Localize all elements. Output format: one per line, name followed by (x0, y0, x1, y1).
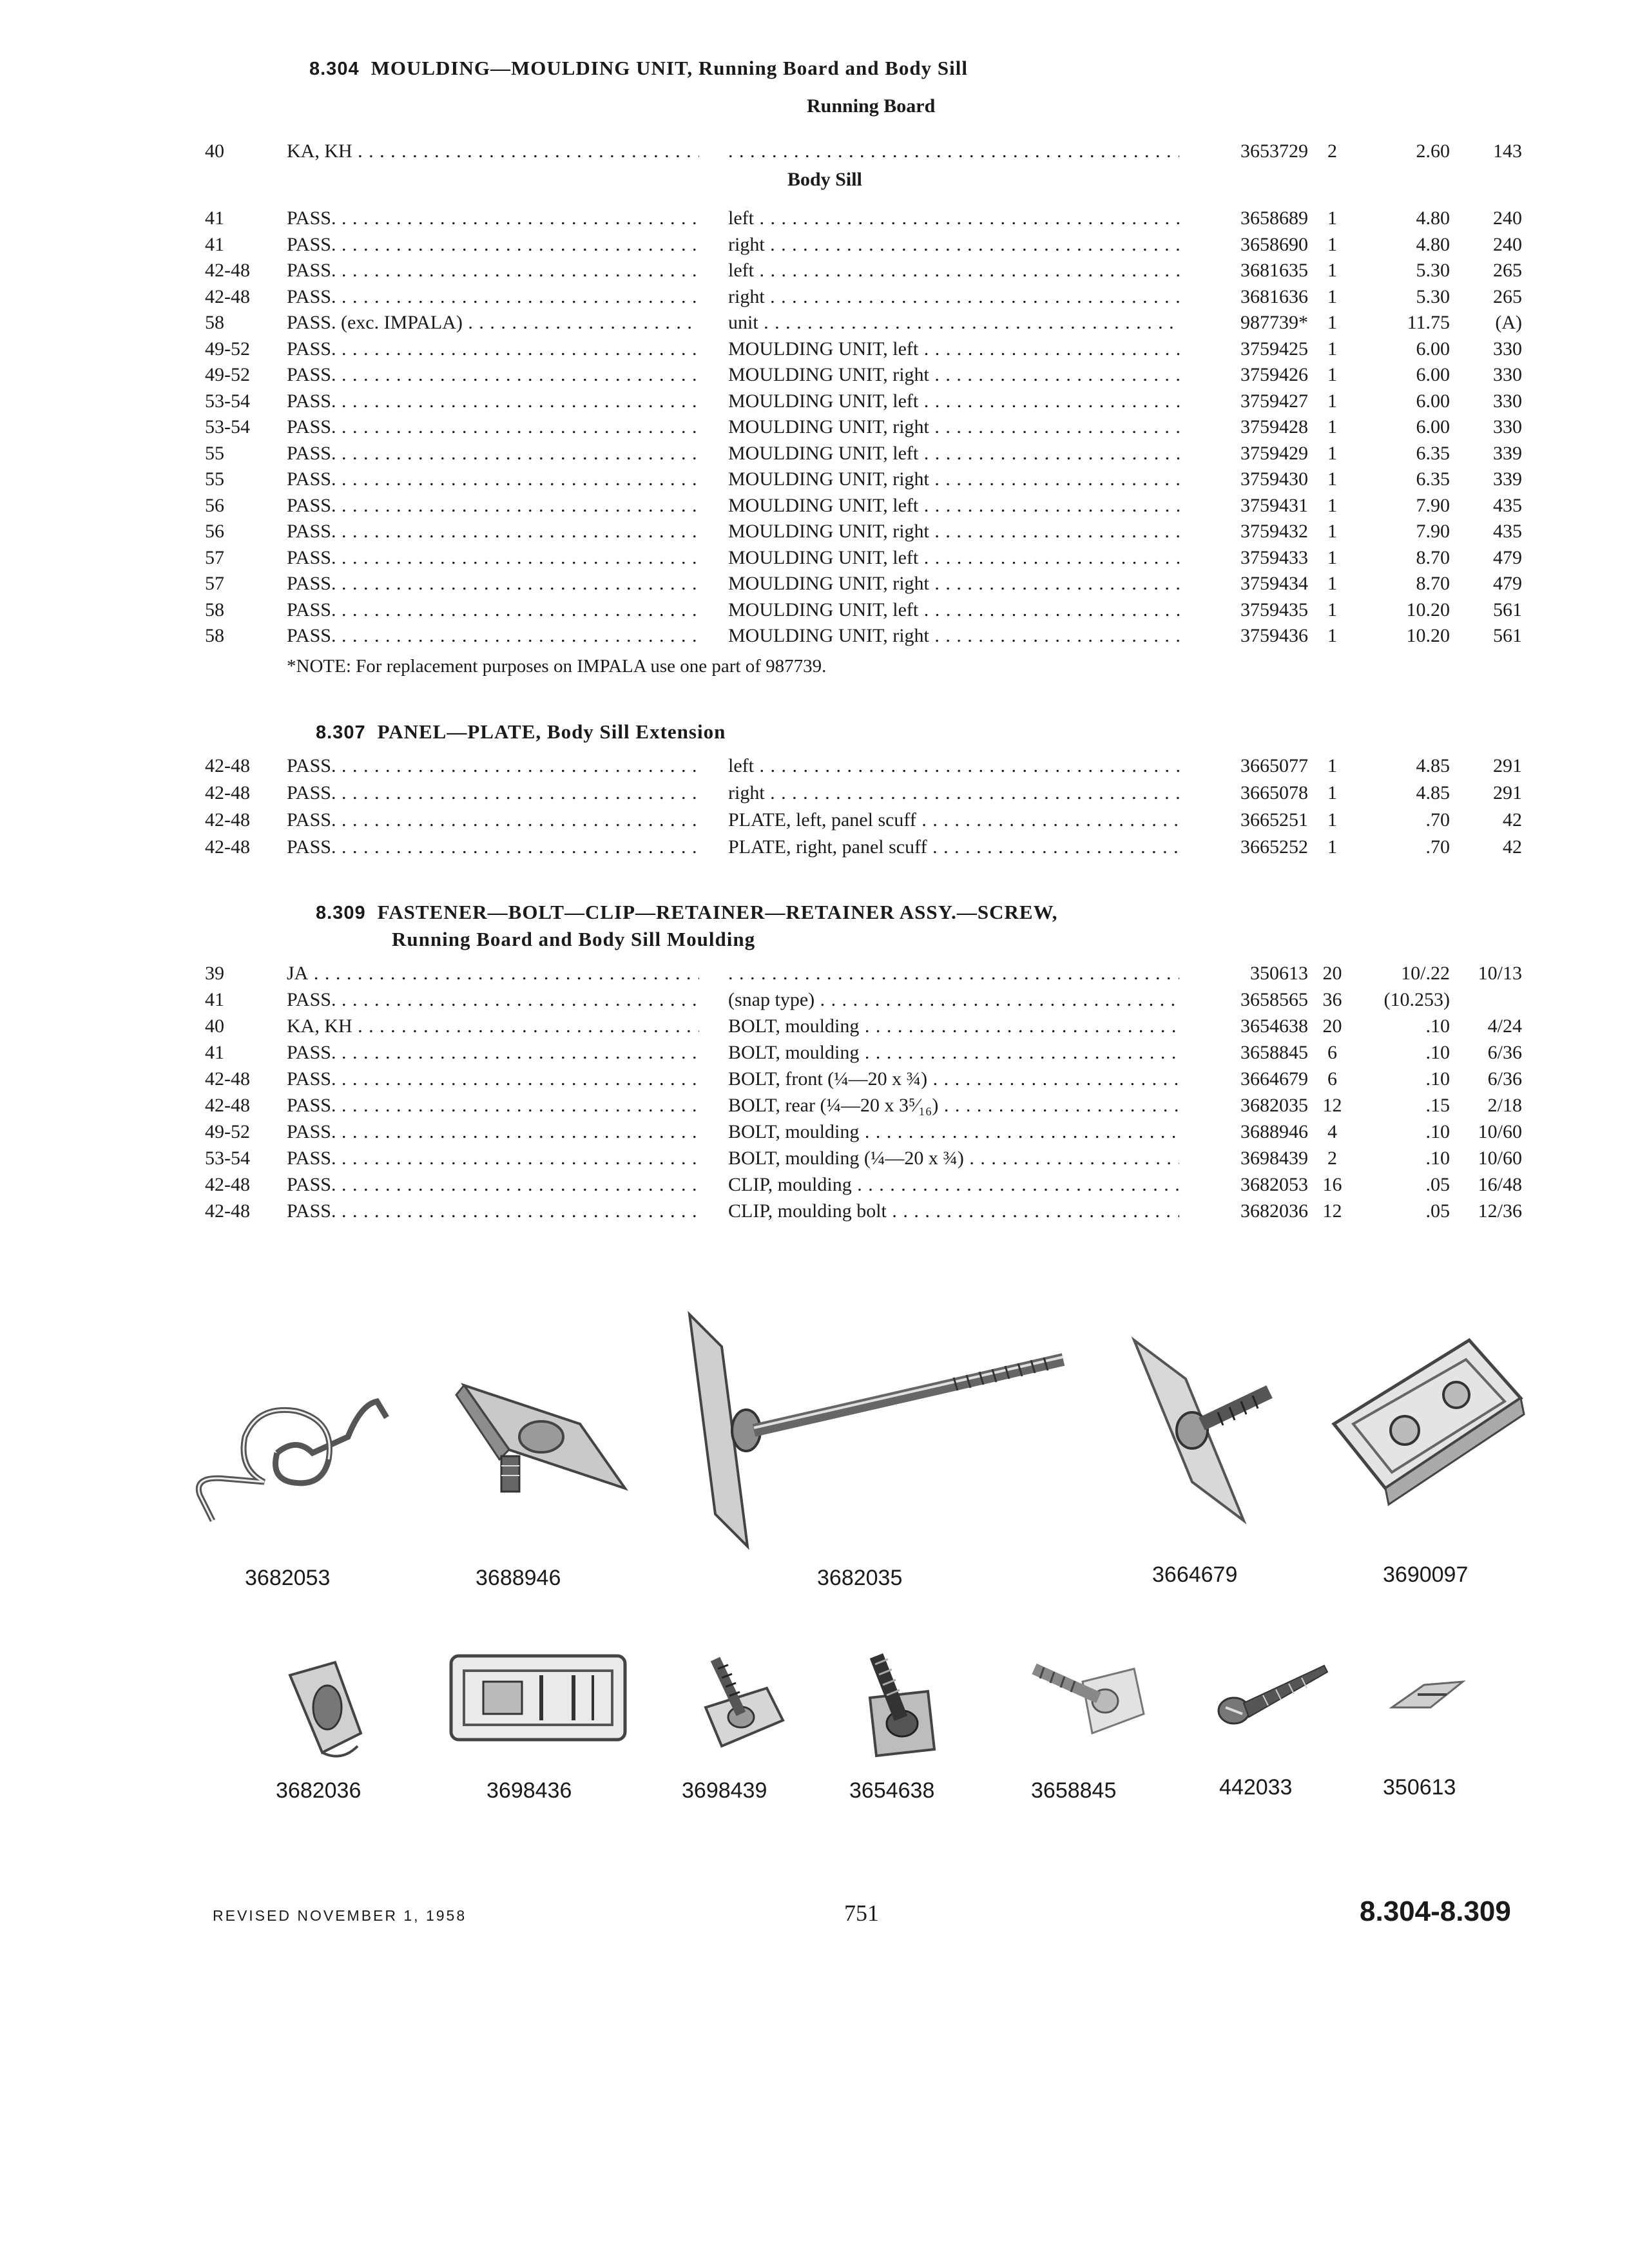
table-row (0, 599, 1629, 625)
price: 7.90 (1416, 494, 1450, 516)
price: .10 (1425, 1068, 1450, 1090)
wire-clip-icon (187, 1340, 419, 1533)
model-year: 53-54 (205, 1148, 250, 1169)
table-row (0, 416, 1629, 442)
price: 6.35 (1416, 442, 1450, 464)
part-number: 3688946 (1240, 1121, 1308, 1142)
price: 11.75 (1407, 312, 1450, 333)
section-number: 8.309 (316, 903, 366, 923)
figure-label: 350613 (1383, 1775, 1456, 1800)
part-number: 3759425 (1240, 338, 1308, 360)
figure-label: 3658845 (1031, 1778, 1117, 1803)
figure-label: 3664679 (1152, 1562, 1238, 1587)
quantity: 1 (1327, 836, 1337, 858)
price: 8.70 (1416, 573, 1450, 594)
quantity: 20 (1322, 1015, 1342, 1037)
figure-label: 3682053 (245, 1566, 331, 1590)
quantity: 1 (1327, 494, 1337, 516)
section-8304-title (309, 57, 968, 80)
price: .10 (1425, 1148, 1450, 1169)
quantity: 1 (1327, 260, 1337, 281)
model-year: 49-52 (205, 1121, 250, 1142)
part-number: 3658690 (1240, 233, 1308, 255)
weight: (A) (1495, 312, 1522, 333)
table-row (0, 468, 1629, 494)
subheading-running-board: Running Board (807, 95, 936, 117)
part-number: 3664679 (1240, 1068, 1308, 1090)
weight: 265 (1493, 260, 1522, 281)
model-name: PASS. (exc. IMPALA) . . . (287, 312, 699, 334)
model-name: PASS. . . . (287, 782, 699, 804)
model-name: PASS. . . . (287, 443, 699, 465)
model-name: PASS. . . . (287, 260, 699, 282)
price: 10.20 (1406, 599, 1450, 620)
table-row (0, 547, 1629, 573)
quantity: 2 (1327, 140, 1337, 162)
weight: 42 (1503, 809, 1522, 831)
part-description (728, 140, 1179, 162)
model-year: 41 (205, 1042, 224, 1063)
part-description: left . . . (728, 755, 1179, 777)
price: 6.00 (1416, 364, 1450, 385)
price: 10/.22 (1401, 963, 1450, 984)
model-name: PASS. . . . (287, 625, 699, 647)
part-description: left . . . (728, 260, 1179, 282)
part-number: 3665077 (1240, 755, 1308, 776)
price: 5.30 (1416, 285, 1450, 307)
model-name: PASS. . . . (287, 836, 699, 858)
weight: 330 (1493, 390, 1522, 412)
weight: 10/13 (1478, 963, 1522, 984)
screw-icon (1211, 1653, 1334, 1730)
table-row (0, 625, 1629, 651)
quantity: 20 (1322, 963, 1342, 984)
part-number: 3682036 (1240, 1200, 1308, 1222)
table-row (0, 1174, 1629, 1200)
quantity: 1 (1327, 364, 1337, 385)
part-description: unit . . . (728, 312, 1179, 334)
section-heading: MOULDING—MOULDING UNIT, Running Board and Body Sill (371, 57, 968, 79)
model-name: PASS. . . . (287, 1148, 699, 1169)
price: 8.70 (1416, 546, 1450, 568)
bolt-clip-icon (277, 1656, 380, 1765)
weight: 240 (1493, 233, 1522, 255)
table-row (0, 495, 1629, 521)
table-row (0, 809, 1629, 835)
part-description: BOLT, rear (¼—20 x 3⁵⁄₁₆) . . . (728, 1095, 1179, 1117)
quantity: 1 (1327, 338, 1337, 360)
model-year: 42-48 (205, 782, 250, 803)
table-row (0, 1042, 1629, 1068)
quantity: 1 (1327, 599, 1337, 620)
weight: 339 (1493, 442, 1522, 464)
model-name: PASS. . . . (287, 599, 699, 621)
model-year: 40 (205, 140, 224, 162)
quantity: 1 (1327, 809, 1337, 831)
quantity: 1 (1327, 442, 1337, 464)
quantity: 12 (1322, 1200, 1342, 1222)
model-name: KA, KH . . . (287, 1015, 699, 1037)
part-description: BOLT, front (¼—20 x ¾) . . . (728, 1068, 1179, 1090)
model-year: 41 (205, 233, 224, 255)
price: 4.85 (1416, 782, 1450, 803)
price: .70 (1425, 809, 1450, 831)
price: 4.85 (1416, 755, 1450, 776)
model-name: PASS. . . . (287, 809, 699, 831)
part-number: 3759428 (1240, 416, 1308, 437)
part-number: 3665252 (1240, 836, 1308, 858)
table-row (0, 1015, 1629, 1041)
page-number: 751 (844, 1900, 879, 1926)
price: 7.90 (1416, 521, 1450, 542)
table-row (0, 207, 1629, 233)
section-8307-title (316, 720, 726, 744)
price: (10.253) (1383, 989, 1450, 1010)
section-8309-subtitle: Running Board and Body Sill Moulding (392, 928, 756, 950)
part-description: MOULDING UNIT, left . . . (728, 390, 1179, 412)
part-number: 3759436 (1240, 625, 1308, 646)
model-name: PASS. . . . (287, 1200, 699, 1222)
part-description: right . . . (728, 782, 1179, 804)
section-heading: PANEL—PLATE, Body Sill Extension (377, 720, 726, 743)
table-row (0, 390, 1629, 416)
model-name: PASS. . . . (287, 338, 699, 360)
weight: 291 (1493, 755, 1522, 776)
table-row (0, 364, 1629, 390)
model-name: PASS. . . . (287, 755, 699, 777)
part-number: 3759432 (1240, 521, 1308, 542)
part-description: MOULDING UNIT, right . . . (728, 468, 1179, 490)
model-name: PASS. . . . (287, 207, 699, 229)
weight: 479 (1493, 573, 1522, 594)
price: 6.00 (1416, 390, 1450, 412)
figure-label: 3682036 (276, 1778, 361, 1803)
section-number: 8.307 (316, 722, 366, 743)
part-number: 987739* (1240, 312, 1308, 333)
weight: 479 (1493, 546, 1522, 568)
weight: 330 (1493, 416, 1522, 437)
table-row (0, 1148, 1629, 1173)
price: 4.80 (1416, 207, 1450, 229)
revision-date: REVISED NOVEMBER 1, 1958 (213, 1907, 467, 1924)
part-description: MOULDING UNIT, left . . . (728, 443, 1179, 465)
price: 6.35 (1416, 468, 1450, 490)
model-name: JA . . . (287, 963, 699, 985)
quantity: 1 (1327, 573, 1337, 594)
price: 6.00 (1416, 338, 1450, 360)
part-number: 3681635 (1240, 260, 1308, 281)
part-number: 3759431 (1240, 494, 1308, 516)
part-number: 3759426 (1240, 364, 1308, 385)
quantity: 1 (1327, 521, 1337, 542)
figure-label: 3698436 (487, 1778, 572, 1803)
table-row (0, 782, 1629, 808)
quantity: 6 (1327, 1042, 1337, 1063)
part-number: 3681636 (1240, 285, 1308, 307)
part-description: right . . . (728, 286, 1179, 308)
weight: 10/60 (1478, 1121, 1522, 1142)
quantity: 1 (1327, 755, 1337, 776)
part-description: BOLT, moulding . . . (728, 1042, 1179, 1064)
part-number: 3682035 (1240, 1095, 1308, 1116)
subheading-body-sill: Body Sill (787, 169, 862, 190)
model-name: PASS. . . . (287, 547, 699, 569)
price: .05 (1425, 1174, 1450, 1195)
quantity: 1 (1327, 468, 1337, 490)
price: 10.20 (1406, 625, 1450, 646)
front-bolt-icon (1115, 1327, 1282, 1533)
figure-label: 3690097 (1383, 1562, 1469, 1587)
model-year: 58 (205, 625, 224, 646)
price: 2.60 (1416, 140, 1450, 162)
model-year: 42-48 (205, 1174, 250, 1195)
section-heading: FASTENER—BOLT—CLIP—RETAINER—RETAINER ASSY.—SCREW, (377, 901, 1058, 923)
model-year: 53-54 (205, 390, 250, 412)
weight: 6/36 (1487, 1042, 1522, 1063)
model-year: 40 (205, 1015, 224, 1037)
quantity: 1 (1327, 625, 1337, 646)
part-number: 3665251 (1240, 809, 1308, 831)
quantity: 1 (1327, 233, 1337, 255)
weight: 330 (1493, 338, 1522, 360)
model-year: 53-54 (205, 416, 250, 437)
model-name: PASS. . . . (287, 989, 699, 1011)
weight: 291 (1493, 782, 1522, 803)
quantity: 2 (1327, 1148, 1337, 1169)
moulding-bolt-icon (844, 1646, 947, 1762)
model-name: PASS. . . . (287, 234, 699, 256)
price: 6.00 (1416, 416, 1450, 437)
part-number: 3682053 (1240, 1174, 1308, 1195)
price: .70 (1425, 836, 1450, 858)
model-year: 42-48 (205, 1200, 250, 1222)
quantity: 12 (1322, 1095, 1342, 1116)
part-description: MOULDING UNIT, left . . . (728, 338, 1179, 360)
part-number: 3698439 (1240, 1148, 1308, 1169)
part-number: 3665078 (1240, 782, 1308, 803)
figure-label: 3682035 (817, 1566, 903, 1590)
part-number: 3759430 (1240, 468, 1308, 490)
long-bolt-icon (677, 1308, 1076, 1566)
quantity: 1 (1327, 207, 1337, 229)
weight: 10/60 (1478, 1148, 1522, 1169)
part-number: 3759434 (1240, 573, 1308, 594)
model-year: 42-48 (205, 285, 250, 307)
table-row (0, 443, 1629, 468)
model-year: 39 (205, 963, 224, 984)
quantity: 16 (1322, 1174, 1342, 1195)
model-name: PASS. . . . (287, 521, 699, 543)
quantity: 1 (1327, 390, 1337, 412)
model-year: 57 (205, 573, 224, 594)
part-number: 3759433 (1240, 546, 1308, 568)
part-number: 350613 (1250, 963, 1308, 984)
weight: 339 (1493, 468, 1522, 490)
weight: 42 (1503, 836, 1522, 858)
figure-label: 3698439 (682, 1778, 767, 1803)
part-description: MOULDING UNIT, right . . . (728, 364, 1179, 386)
model-year: 42-48 (205, 809, 250, 831)
table-row (0, 963, 1629, 988)
weight: 12/36 (1478, 1200, 1522, 1222)
price: .10 (1425, 1042, 1450, 1063)
part-description: left . . . (728, 207, 1179, 229)
table-row (0, 338, 1629, 364)
model-year: 55 (205, 468, 224, 490)
weight: 6/36 (1487, 1068, 1522, 1090)
model-name: PASS. . . . (287, 495, 699, 517)
weight: 561 (1493, 625, 1522, 646)
model-name: PASS. . . . (287, 1121, 699, 1143)
weight: 4/24 (1487, 1015, 1522, 1037)
retainer-icon (445, 1646, 631, 1749)
quantity: 1 (1327, 782, 1337, 803)
model-name: PASS. . . . (287, 1068, 699, 1090)
model-name: PASS. . . . (287, 286, 699, 308)
model-year: 42-48 (205, 1068, 250, 1090)
part-description: MOULDING UNIT, right . . . (728, 573, 1179, 595)
part-number: 3653729 (1240, 140, 1308, 162)
part-description: MOULDING UNIT, right . . . (728, 416, 1179, 438)
weight: 435 (1493, 521, 1522, 542)
weight: 2/18 (1487, 1095, 1522, 1116)
model-year: 56 (205, 494, 224, 516)
model-year: 42-48 (205, 755, 250, 776)
model-name: PASS. . . . (287, 1042, 699, 1064)
table-row (0, 573, 1629, 599)
quantity: 1 (1327, 285, 1337, 307)
model-name: KA, KH . . . (287, 140, 699, 162)
table-row (0, 989, 1629, 1015)
retainer-assembly-icon (1327, 1327, 1534, 1521)
table-row (0, 286, 1629, 312)
weight: 561 (1493, 599, 1522, 620)
model-year: 41 (205, 207, 224, 229)
price: 5.30 (1416, 260, 1450, 281)
part-number: 3759435 (1240, 599, 1308, 620)
snap-fastener-icon (1385, 1669, 1469, 1720)
table-row (0, 140, 1629, 166)
table-row (0, 1068, 1629, 1094)
model-year: 57 (205, 546, 224, 568)
quantity: 1 (1327, 546, 1337, 568)
model-name: PASS. . . . (287, 1095, 699, 1117)
weight: 330 (1493, 364, 1522, 385)
table-row (0, 1095, 1629, 1120)
moulding-bolt-icon (1025, 1649, 1147, 1746)
part-description: BOLT, moulding . . . (728, 1015, 1179, 1037)
model-year: 49-52 (205, 364, 250, 385)
price: 4.80 (1416, 233, 1450, 255)
weight: 16/48 (1478, 1174, 1522, 1195)
section-8309-title (316, 901, 1058, 924)
table-row (0, 755, 1629, 781)
model-name: PASS. . . . (287, 573, 699, 595)
price: .05 (1425, 1200, 1450, 1222)
figure-label: 3688946 (476, 1566, 561, 1590)
model-name: PASS. . . . (287, 1174, 699, 1196)
quantity: 1 (1327, 312, 1337, 333)
part-number: 3759427 (1240, 390, 1308, 412)
part-description: PLATE, right, panel scuff . . . (728, 836, 1179, 858)
model-year: 42-48 (205, 836, 250, 858)
moulding-bolt-plate-icon (451, 1340, 644, 1533)
quantity: 1 (1327, 416, 1337, 437)
figure-label: 3654638 (849, 1778, 935, 1803)
quantity: 4 (1327, 1121, 1337, 1142)
section-range: 8.304-8.309 (1360, 1896, 1511, 1927)
part-number: 3658689 (1240, 207, 1308, 229)
table-row (0, 836, 1629, 862)
part-description: (snap type) . . . (728, 989, 1179, 1011)
part-description (728, 963, 1179, 985)
model-year: 58 (205, 312, 224, 333)
table-row (0, 1200, 1629, 1226)
weight: 240 (1493, 207, 1522, 229)
quantity: 6 (1327, 1068, 1337, 1090)
model-name: PASS. . . . (287, 390, 699, 412)
part-description: right . . . (728, 234, 1179, 256)
price: .15 (1425, 1095, 1450, 1116)
table-row (0, 1121, 1629, 1147)
part-description: CLIP, moulding . . . (728, 1174, 1179, 1196)
part-description: BOLT, moulding . . . (728, 1121, 1179, 1143)
model-name: PASS. . . . (287, 364, 699, 386)
part-description: PLATE, left, panel scuff . . . (728, 809, 1179, 831)
weight: 435 (1493, 494, 1522, 516)
model-year: 55 (205, 442, 224, 464)
price: .10 (1425, 1015, 1450, 1037)
part-description: MOULDING UNIT, right . . . (728, 625, 1179, 647)
figure-label: 442033 (1219, 1775, 1293, 1800)
weight: 265 (1493, 285, 1522, 307)
moulding-bolt-icon (689, 1649, 793, 1759)
part-description: MOULDING UNIT, right . . . (728, 521, 1179, 543)
model-year: 49-52 (205, 338, 250, 360)
quantity: 36 (1322, 989, 1342, 1010)
weight: 143 (1493, 140, 1522, 162)
part-number: 3759429 (1240, 442, 1308, 464)
model-year: 56 (205, 521, 224, 542)
model-year: 42-48 (205, 1095, 250, 1116)
part-description: MOULDING UNIT, left . . . (728, 599, 1179, 621)
part-number: 3654638 (1240, 1015, 1308, 1037)
table-row (0, 312, 1629, 338)
section-number: 8.304 (309, 59, 360, 79)
table-row (0, 234, 1629, 260)
part-number: 3658565 (1240, 989, 1308, 1010)
model-name: PASS. . . . (287, 416, 699, 438)
part-number: 3658845 (1240, 1042, 1308, 1063)
table-row (0, 521, 1629, 546)
price: .10 (1425, 1121, 1450, 1142)
model-year: 41 (205, 989, 224, 1010)
table-row (0, 260, 1629, 285)
impala-note: *NOTE: For replacement purposes on IMPALA use one part of 987739. (287, 656, 827, 677)
part-description: MOULDING UNIT, left . . . (728, 547, 1179, 569)
model-year: 42-48 (205, 260, 250, 281)
model-year: 58 (205, 599, 224, 620)
part-description: MOULDING UNIT, left . . . (728, 495, 1179, 517)
part-description: BOLT, moulding (¼—20 x ¾) . . . (728, 1148, 1179, 1169)
part-description: CLIP, moulding bolt . . . (728, 1200, 1179, 1222)
model-name: PASS. . . . (287, 468, 699, 490)
